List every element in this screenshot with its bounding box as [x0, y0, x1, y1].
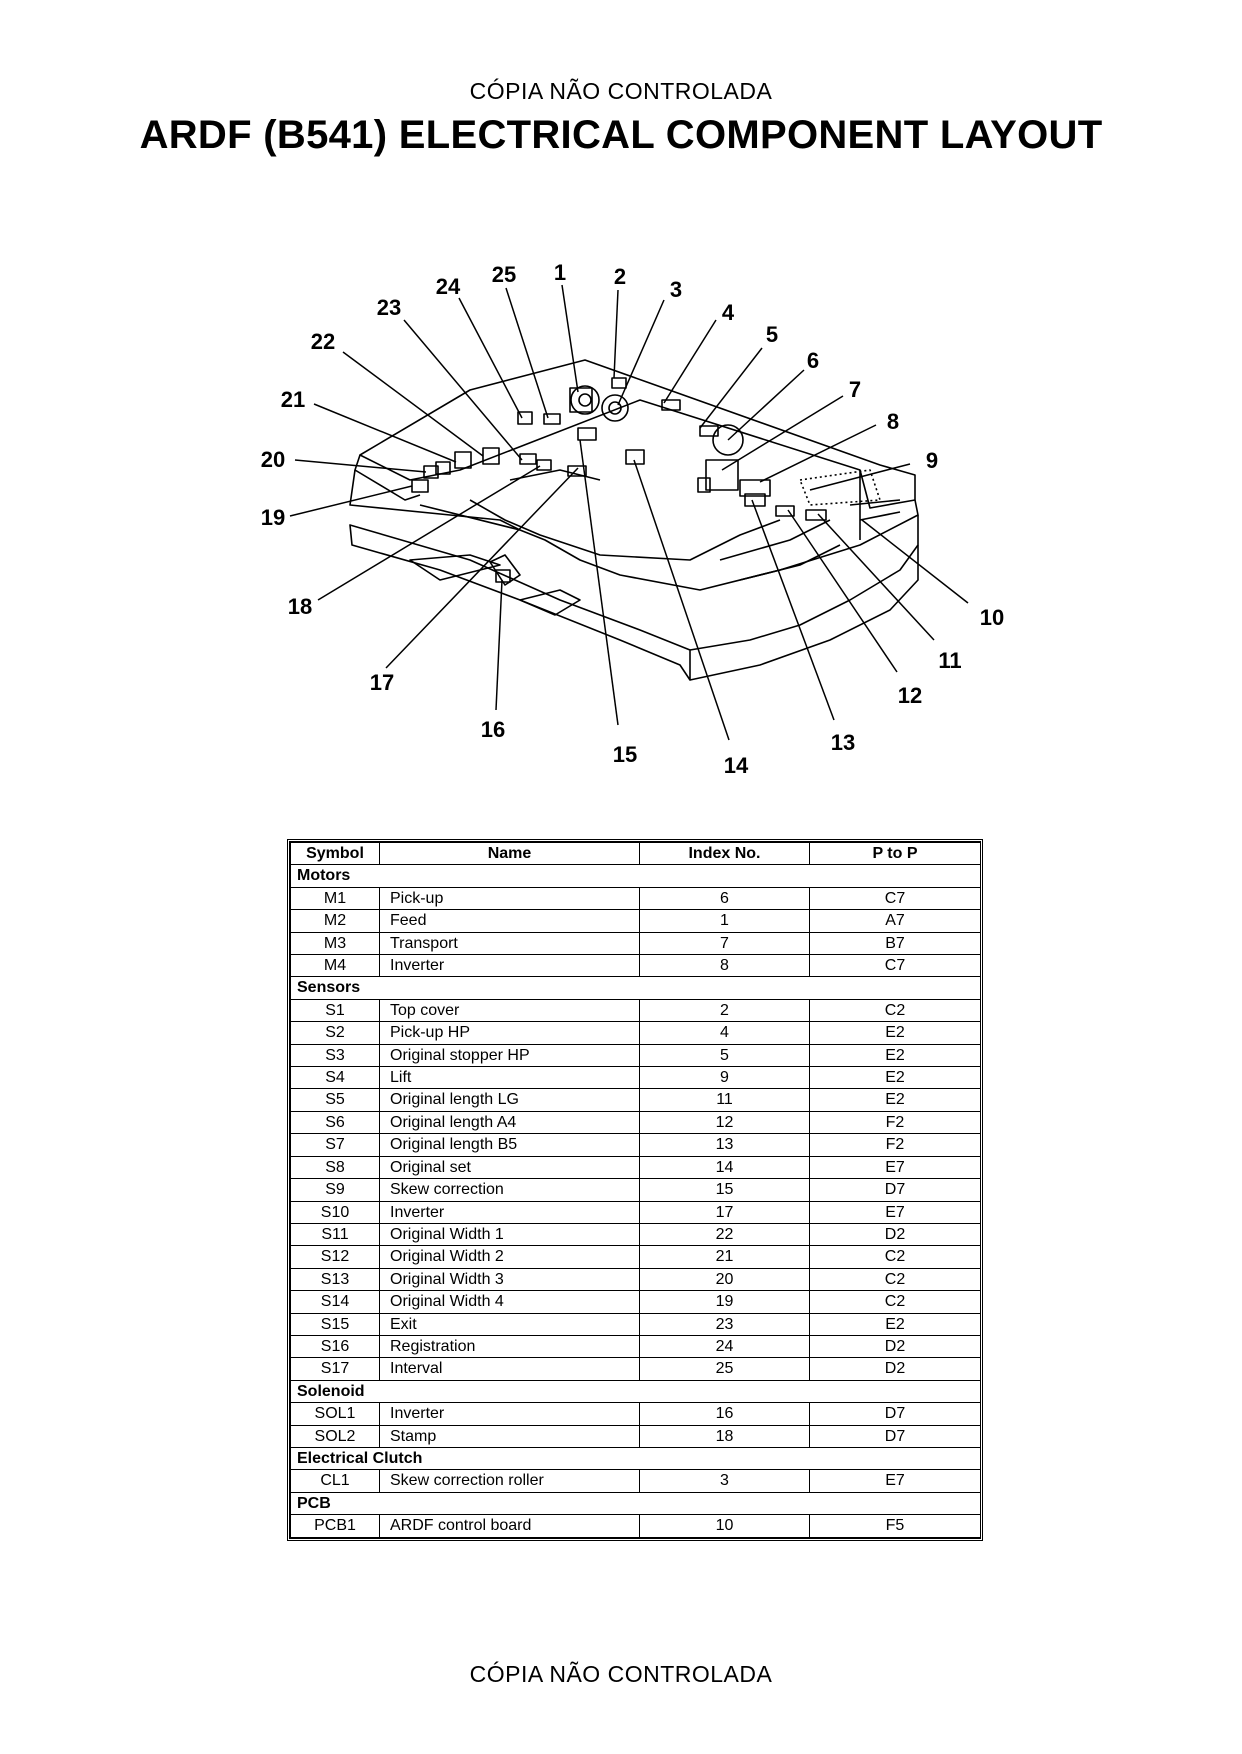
column-header-name: Name	[380, 843, 640, 865]
page-title: ARDF (B541) ELECTRICAL COMPONENT LAYOUT	[139, 113, 1103, 157]
cell-ptop: E2	[810, 1313, 981, 1335]
table-row	[291, 1067, 981, 1089]
table-row	[291, 1403, 981, 1425]
cell-index: 16	[640, 1403, 810, 1425]
cell-index: 14	[640, 1156, 810, 1178]
cell-index: 6	[640, 887, 810, 909]
callout-19: 19	[260, 505, 286, 530]
table-row	[291, 1223, 981, 1245]
cell-index: 8	[640, 955, 810, 977]
callout-7: 7	[848, 377, 862, 402]
ardf-unit-drawing	[350, 360, 918, 680]
cell-symbol: S3	[291, 1044, 380, 1066]
cell-name: Lift	[380, 1067, 640, 1089]
cell-name: Registration	[380, 1335, 640, 1357]
cell-symbol: S14	[291, 1291, 380, 1313]
cell-name: Pick-up HP	[380, 1022, 640, 1044]
cell-index: 12	[640, 1111, 810, 1133]
callout-9: 9	[925, 448, 939, 473]
cell-index: 1	[640, 910, 810, 932]
cell-index: 25	[640, 1358, 810, 1380]
table-row	[291, 1515, 981, 1537]
cell-symbol: S4	[291, 1067, 380, 1089]
cell-name: Transport	[380, 932, 640, 954]
cell-ptop: E7	[810, 1156, 981, 1178]
cell-ptop: C2	[810, 1246, 981, 1268]
page-header: CÓPIA NÃO CONTROLADA	[469, 78, 773, 104]
table-header-row	[291, 843, 981, 865]
cell-ptop: D2	[810, 1358, 981, 1380]
table-row	[291, 1268, 981, 1290]
table-row	[291, 1313, 981, 1335]
cell-name: Stamp	[380, 1425, 640, 1447]
category-label: PCB	[291, 1492, 981, 1514]
callout-1: 1	[553, 260, 567, 285]
cell-ptop: F2	[810, 1111, 981, 1133]
cell-ptop: C2	[810, 1268, 981, 1290]
callout-12: 12	[897, 683, 923, 708]
cell-ptop: C2	[810, 999, 981, 1021]
callout-23: 23	[376, 295, 402, 320]
table-row	[291, 955, 981, 977]
cell-ptop: E2	[810, 1044, 981, 1066]
cell-symbol: M3	[291, 932, 380, 954]
column-header-index: Index No.	[640, 843, 810, 865]
cell-ptop: C2	[810, 1291, 981, 1313]
table-row	[291, 1246, 981, 1268]
callout-4: 4	[721, 300, 735, 325]
table-row	[291, 887, 981, 909]
cell-symbol: S16	[291, 1335, 380, 1357]
table-row	[291, 1022, 981, 1044]
table-row	[291, 1358, 981, 1380]
table-row	[291, 910, 981, 932]
cell-index: 5	[640, 1044, 810, 1066]
cell-symbol: S7	[291, 1134, 380, 1156]
callout-22: 22	[310, 329, 336, 354]
table-row	[291, 1044, 981, 1066]
cell-index: 11	[640, 1089, 810, 1111]
category-row	[291, 977, 981, 999]
cell-ptop: F5	[810, 1515, 981, 1537]
callout-18: 18	[287, 594, 313, 619]
cell-index: 20	[640, 1268, 810, 1290]
cell-index: 3	[640, 1470, 810, 1492]
category-row	[291, 865, 981, 887]
cell-symbol: PCB1	[291, 1515, 380, 1537]
cell-index: 21	[640, 1246, 810, 1268]
cell-ptop: D7	[810, 1403, 981, 1425]
cell-ptop: D2	[810, 1223, 981, 1245]
cell-name: Original length LG	[380, 1089, 640, 1111]
cell-symbol: S10	[291, 1201, 380, 1223]
table-row	[291, 1201, 981, 1223]
callout-2: 2	[613, 264, 627, 289]
callout-20: 20	[260, 447, 286, 472]
cell-symbol: SOL1	[291, 1403, 380, 1425]
callout-16: 16	[480, 717, 506, 742]
cell-name: Original length B5	[380, 1134, 640, 1156]
cell-ptop: E7	[810, 1470, 981, 1492]
cell-ptop: E2	[810, 1089, 981, 1111]
cell-name: Original Width 2	[380, 1246, 640, 1268]
cell-ptop: F2	[810, 1134, 981, 1156]
cell-ptop: D7	[810, 1179, 981, 1201]
column-header-symbol: Symbol	[291, 843, 380, 865]
component-table	[290, 842, 981, 1538]
category-label: Solenoid	[291, 1380, 981, 1402]
cell-name: Original Width 4	[380, 1291, 640, 1313]
cell-name: ARDF control board	[380, 1515, 640, 1537]
table-row	[291, 1089, 981, 1111]
cell-symbol: SOL2	[291, 1425, 380, 1447]
cell-index: 7	[640, 932, 810, 954]
cell-name: Exit	[380, 1313, 640, 1335]
callout-10: 10	[979, 605, 1005, 630]
column-header-ptop: P to P	[810, 843, 981, 865]
cell-index: 22	[640, 1223, 810, 1245]
cell-name: Top cover	[380, 999, 640, 1021]
category-row	[291, 1380, 981, 1402]
callout-14: 14	[723, 753, 749, 778]
cell-symbol: S12	[291, 1246, 380, 1268]
cell-ptop: E7	[810, 1201, 981, 1223]
table-row	[291, 1291, 981, 1313]
cell-symbol: S1	[291, 999, 380, 1021]
cell-index: 18	[640, 1425, 810, 1447]
component-layout-diagram	[0, 0, 1242, 800]
cell-name: Original set	[380, 1156, 640, 1178]
callout-13: 13	[830, 730, 856, 755]
cell-symbol: M1	[291, 887, 380, 909]
cell-index: 23	[640, 1313, 810, 1335]
callout-8: 8	[886, 409, 900, 434]
cell-index: 24	[640, 1335, 810, 1357]
category-row	[291, 1492, 981, 1514]
callout-15: 15	[612, 742, 638, 767]
cell-name: Inverter	[380, 1403, 640, 1425]
table-row	[291, 1111, 981, 1133]
callout-24: 24	[435, 274, 461, 299]
table-row	[291, 1470, 981, 1492]
cell-name: Pick-up	[380, 887, 640, 909]
cell-index: 19	[640, 1291, 810, 1313]
cell-symbol: S13	[291, 1268, 380, 1290]
cell-name: Original Width 1	[380, 1223, 640, 1245]
cell-name: Feed	[380, 910, 640, 932]
cell-name: Original Width 3	[380, 1268, 640, 1290]
cell-ptop: B7	[810, 932, 981, 954]
page-footer: CÓPIA NÃO CONTROLADA	[469, 1661, 773, 1687]
callout-5: 5	[765, 322, 779, 347]
callout-6: 6	[806, 348, 820, 373]
cell-ptop: C7	[810, 887, 981, 909]
callout-25: 25	[491, 262, 517, 287]
cell-index: 9	[640, 1067, 810, 1089]
cell-symbol: S11	[291, 1223, 380, 1245]
cell-ptop: A7	[810, 910, 981, 932]
cell-symbol: S8	[291, 1156, 380, 1178]
category-label: Motors	[291, 865, 981, 887]
callout-11: 11	[938, 648, 962, 673]
cell-index: 13	[640, 1134, 810, 1156]
cell-index: 2	[640, 999, 810, 1021]
cell-symbol: S5	[291, 1089, 380, 1111]
cell-symbol: S2	[291, 1022, 380, 1044]
cell-name: Inverter	[380, 1201, 640, 1223]
category-row	[291, 1447, 981, 1469]
table-row	[291, 1179, 981, 1201]
cell-name: Original stopper HP	[380, 1044, 640, 1066]
cell-name: Skew correction roller	[380, 1470, 640, 1492]
table-row	[291, 1425, 981, 1447]
cell-symbol: M2	[291, 910, 380, 932]
table-body	[291, 865, 981, 1537]
cell-index: 17	[640, 1201, 810, 1223]
category-label: Sensors	[291, 977, 981, 999]
table-row	[291, 932, 981, 954]
cell-index: 4	[640, 1022, 810, 1044]
cell-name: Skew correction	[380, 1179, 640, 1201]
cell-index: 10	[640, 1515, 810, 1537]
cell-name: Interval	[380, 1358, 640, 1380]
cell-ptop: D2	[810, 1335, 981, 1357]
cell-symbol: S9	[291, 1179, 380, 1201]
callout-17: 17	[369, 670, 395, 695]
cell-symbol: M4	[291, 955, 380, 977]
cell-ptop: D7	[810, 1425, 981, 1447]
table-row	[291, 999, 981, 1021]
cell-symbol: S15	[291, 1313, 380, 1335]
callout-numbers	[261, 260, 1004, 778]
callout-3: 3	[669, 277, 683, 302]
table-row	[291, 1134, 981, 1156]
cell-index: 15	[640, 1179, 810, 1201]
category-label: Electrical Clutch	[291, 1447, 981, 1469]
cell-name: Original length A4	[380, 1111, 640, 1133]
table-row	[291, 1335, 981, 1357]
cell-ptop: C7	[810, 955, 981, 977]
cell-symbol: S6	[291, 1111, 380, 1133]
table-row	[291, 1156, 981, 1178]
cell-ptop: E2	[810, 1022, 981, 1044]
callout-21: 21	[280, 387, 306, 412]
cell-symbol: CL1	[291, 1470, 380, 1492]
cell-name: Inverter	[380, 955, 640, 977]
cell-ptop: E2	[810, 1067, 981, 1089]
cell-symbol: S17	[291, 1358, 380, 1380]
component-table-frame	[287, 839, 983, 1541]
